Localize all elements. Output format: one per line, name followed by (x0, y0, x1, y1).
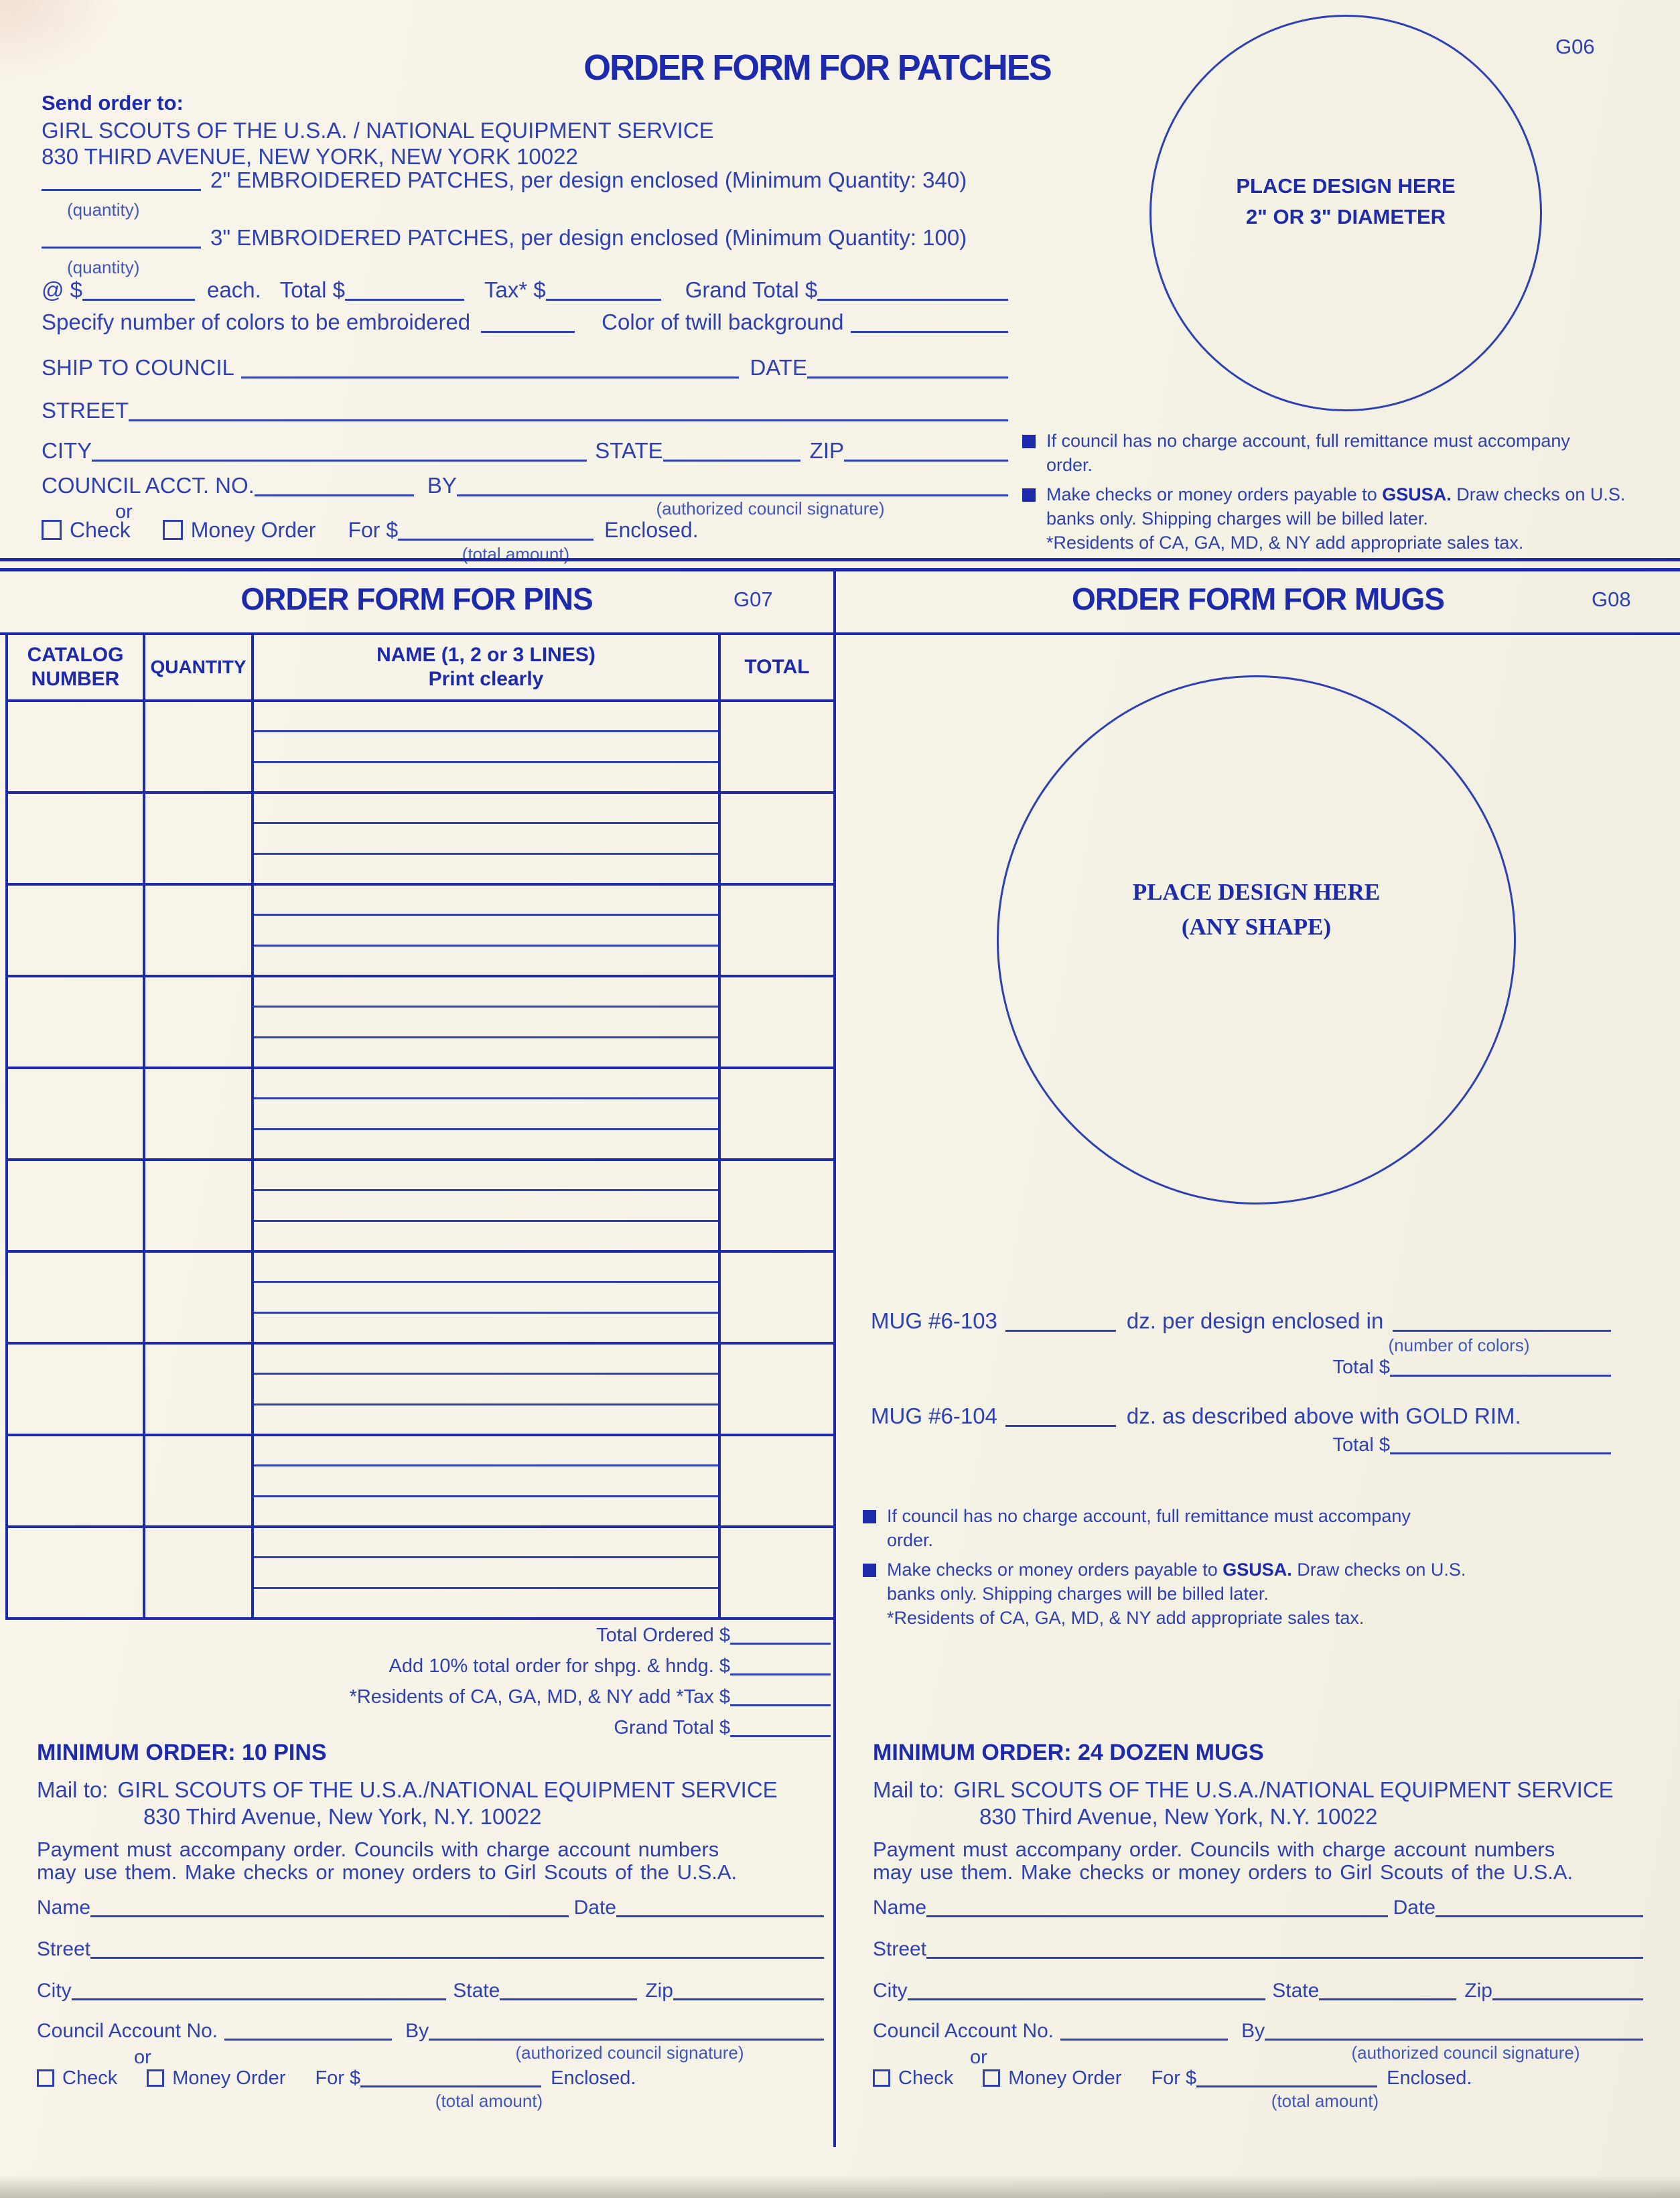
pins-table-row (8, 1436, 833, 1528)
item-3in-label: 3" EMBROIDERED PATCHES, per design enclosed (Minimum Quantity: 100) (210, 225, 967, 250)
money-order-label: Money Order (1008, 2067, 1122, 2089)
mail-to-label: Mail to: (37, 1777, 109, 1802)
name-line[interactable] (254, 1222, 718, 1250)
price-grand-line[interactable] (817, 293, 1008, 301)
header-catalog-number (8, 635, 145, 699)
name-cell[interactable] (254, 1528, 721, 1617)
header-quantity-label: QUANTITY (150, 657, 247, 677)
pins-payment-line2: may use them. Make checks or money orders to Girl Scouts of the U.S.A. (37, 1860, 738, 1884)
mug-total-label: Total $ (1332, 1434, 1390, 1456)
council-acct-no-label: COUNCIL ACCT. NO. (42, 473, 255, 498)
header-catalog-line2: NUMBER (31, 668, 120, 690)
by-label: BY (427, 473, 457, 498)
patches-price-row (42, 277, 1008, 303)
send-order-to-label: Send order to: (42, 91, 184, 115)
state-line[interactable] (1319, 1992, 1456, 2000)
mug-6103-total-row (871, 1357, 1611, 1379)
specify-colors-line[interactable] (481, 325, 575, 333)
quantity-cell[interactable] (145, 1069, 254, 1158)
total-cell[interactable] (721, 1528, 833, 1617)
price-grand-label: Grand Total $ (685, 277, 818, 302)
ship-to-council-line[interactable] (241, 370, 740, 379)
shipping-handling-label: Add 10% total order for shpg. & hndg. $ (389, 1655, 730, 1677)
name-line[interactable] (254, 1375, 718, 1405)
mail-org-label: GIRL SCOUTS OF THE U.S.A./NATIONAL EQUIPMENT SERVICE (953, 1777, 1614, 1802)
pins-mail-to-line1 (37, 1777, 778, 1803)
mugs-form-code: G08 (1592, 588, 1631, 611)
price-tax-label: Tax* $ (484, 277, 546, 302)
street-label: Street (37, 1938, 91, 1960)
name-line[interactable] (254, 732, 718, 762)
pins-table-header (8, 635, 833, 702)
patches-payment-method-row (42, 517, 1008, 543)
quantity-caption-3in: (quantity) (67, 257, 140, 277)
mug-6103-label: MUG #6-103 (871, 1308, 997, 1333)
note-line: banks only. Shipping charges will be billed later. (1046, 508, 1428, 529)
name-cell[interactable] (254, 702, 721, 791)
quantity-cell[interactable] (145, 1253, 254, 1342)
city-label: City (37, 1980, 72, 2002)
note-line: order. (887, 1530, 934, 1550)
mugs-account-row (873, 2020, 1643, 2043)
quantity-cell[interactable] (145, 1528, 254, 1617)
pins-form-code: G07 (733, 588, 773, 611)
item-2in-label: 2" EMBROIDERED PATCHES, per design enclosed (Minimum Quantity: 340) (210, 167, 967, 192)
total-cell[interactable] (721, 702, 833, 791)
for-amount-line[interactable] (398, 533, 593, 541)
name-line[interactable] (254, 1436, 718, 1466)
street-label: Street (873, 1938, 927, 1960)
shipping-handling-line[interactable] (730, 1667, 831, 1675)
pins-table-row (8, 1161, 833, 1253)
money-order-checkbox[interactable] (983, 2069, 1000, 2087)
note-checks-gsusa: GSUSA. (1222, 1560, 1292, 1580)
scan-corner-tint (0, 0, 121, 80)
pins-table-row (8, 977, 833, 1069)
note-remittance (1022, 429, 1665, 477)
price-total-line[interactable] (345, 293, 464, 301)
mugs-payment-line2: may use them. Make checks or money orders to Girl Scouts of the U.S.A. (873, 1860, 1573, 1884)
mugs-minimum-order: MINIMUM ORDER: 24 DOZEN MUGS (873, 1740, 1264, 1765)
by-line[interactable] (1265, 2033, 1643, 2041)
shipping-handling-row (201, 1655, 831, 1677)
org-address-line: 830 THIRD AVENUE, NEW YORK, NEW YORK 10022 (42, 144, 578, 169)
date-line[interactable] (616, 1909, 824, 1917)
pins-minimum-order: MINIMUM ORDER: 10 PINS (37, 1740, 327, 1765)
catalog-number-cell[interactable] (8, 794, 145, 883)
authorized-signature-caption: (authorized council signature) (1351, 2043, 1580, 2063)
tax-row (201, 1686, 831, 1708)
catalog-number-cell[interactable] (8, 977, 145, 1067)
twill-background-label: Color of twill background (602, 310, 844, 334)
money-order-label: Money Order (190, 518, 316, 542)
price-each-line[interactable] (82, 293, 195, 301)
square-bullet-icon (863, 1510, 876, 1523)
note-tax: *Residents of CA, GA, MD, & NY add appropriate sales tax. (887, 1608, 1364, 1628)
by-line[interactable] (429, 2033, 824, 2041)
ship-to-council-label: SHIP TO COUNCIL (42, 355, 234, 380)
catalog-number-cell[interactable] (8, 702, 145, 791)
header-quantity (145, 635, 254, 699)
total-ordered-row (201, 1625, 831, 1647)
authorized-signature-caption: (authorized council signature) (656, 498, 885, 519)
header-catalog-line1: CATALOG (27, 644, 124, 666)
name-line[interactable] (254, 824, 718, 854)
street-line[interactable] (129, 413, 1008, 421)
name-line[interactable] (254, 855, 718, 883)
square-bullet-icon (863, 1564, 876, 1577)
total-amount-caption: (total amount) (462, 544, 570, 564)
note-remittance (863, 1504, 1533, 1552)
check-checkbox[interactable] (37, 2069, 54, 2087)
price-each-label: each. (207, 277, 261, 302)
note-checks (1022, 482, 1665, 555)
check-checkbox[interactable] (873, 2069, 890, 2087)
name-cell[interactable] (254, 1436, 721, 1525)
street-label: STREET (42, 398, 129, 423)
name-line[interactable] (254, 1130, 718, 1158)
mug-6104-qty-line[interactable] (1005, 1419, 1116, 1427)
name-line[interactable] (254, 1589, 718, 1617)
patches-qty-row-2in (42, 167, 1008, 193)
mug-6104-label: MUG #6-104 (871, 1403, 997, 1428)
note-line: If council has no charge account, full remittance must accompany (887, 1506, 1411, 1526)
mug-6104-text: dz. as described above with GOLD RIM. (1126, 1403, 1521, 1428)
authorized-signature-caption: (authorized council signature) (515, 2043, 744, 2063)
pins-name-row (37, 1897, 824, 1919)
for-amount-label: For $ (348, 518, 399, 542)
twill-background-line[interactable] (851, 325, 1008, 333)
note-line: If council has no charge account, full remittance must accompany (1046, 431, 1570, 451)
by-line[interactable] (457, 488, 1008, 496)
date-label: Date (1393, 1897, 1436, 1919)
note-checks-post: Draw checks on U.S. (1291, 1560, 1466, 1580)
patches-acct-row (42, 473, 1008, 498)
total-cell[interactable] (721, 886, 833, 975)
name-line[interactable] (254, 1528, 718, 1558)
street-line[interactable] (926, 1951, 1643, 1959)
org-name-line: GIRL SCOUTS OF THE U.S.A. / NATIONAL EQUIPMENT SERVICE (42, 118, 714, 143)
zip-label: Zip (645, 1980, 673, 2002)
state-line[interactable] (663, 454, 800, 462)
patches-form-code: G06 (1555, 35, 1595, 58)
city-line[interactable] (72, 1992, 447, 2000)
patches-qty-row-3in (42, 225, 1008, 251)
mugs-payment-line1: Payment must accompany order. Councils with charge account numbers (873, 1838, 1555, 1861)
check-label: Check (70, 518, 131, 542)
name-line[interactable] (254, 702, 718, 732)
patches-design-circle[interactable] (1149, 15, 1542, 411)
pins-table-row (8, 1253, 833, 1345)
patches-street-row (42, 398, 1008, 423)
patches-specify-row (42, 310, 1008, 335)
for-amount-label: For $ (1151, 2067, 1197, 2089)
catalog-number-cell[interactable] (8, 1253, 145, 1342)
enclosed-label: Enclosed. (604, 518, 699, 542)
header-total-label: TOTAL (744, 656, 810, 678)
total-cell[interactable] (721, 1345, 833, 1434)
mugs-title: ORDER FORM FOR MUGS (1072, 581, 1444, 616)
mugs-panel (836, 571, 1680, 2198)
for-amount-line[interactable] (1196, 2079, 1377, 2087)
mugs-mail-to-line1 (873, 1777, 1614, 1803)
quantity-cell[interactable] (145, 1345, 254, 1434)
name-line[interactable] (254, 947, 718, 975)
header-name (254, 635, 721, 699)
mugs-street-row (873, 1938, 1643, 1961)
name-line[interactable] (254, 1345, 718, 1375)
header-total (721, 635, 833, 699)
mugs-mail-to-line2: 830 Third Avenue, New York, N.Y. 10022 (979, 1804, 1378, 1829)
pins-table-body (8, 702, 833, 1620)
or-label: or (134, 2047, 151, 2068)
mug-6103-row (871, 1308, 1611, 1334)
street-line[interactable] (90, 1951, 824, 1959)
mugs-design-circle[interactable] (997, 675, 1516, 1205)
by-label: By (1241, 2020, 1265, 2042)
note-checks-pre: Make checks or money orders payable to (1046, 484, 1383, 504)
pins-panel (0, 571, 833, 2198)
note-checks-post: Draw checks on U.S. (1451, 484, 1626, 504)
for-amount-label: For $ (315, 2067, 361, 2089)
catalog-number-cell[interactable] (8, 886, 145, 975)
total-cell[interactable] (721, 977, 833, 1067)
square-bullet-icon (1022, 488, 1036, 502)
catalog-number-cell[interactable] (8, 1069, 145, 1158)
pins-payment-line1: Payment must accompany order. Councils with charge account numbers (37, 1838, 719, 1861)
name-line[interactable] (254, 1191, 718, 1221)
name-cell[interactable] (254, 1253, 721, 1342)
council-account-line[interactable] (1060, 2033, 1228, 2041)
zip-line[interactable] (1492, 1992, 1643, 2000)
name-cell[interactable] (254, 1161, 721, 1250)
state-line[interactable] (500, 1992, 637, 2000)
name-line[interactable] (254, 1069, 718, 1099)
total-ordered-line[interactable] (730, 1637, 831, 1645)
note-checks-pre: Make checks or money orders payable to (887, 1560, 1223, 1580)
mug-total-label: Total $ (1332, 1357, 1390, 1378)
pins-table (5, 635, 833, 1620)
money-order-checkbox[interactable] (147, 2069, 164, 2087)
money-order-label: Money Order (172, 2067, 286, 2089)
quantity-caption-2in: (quantity) (67, 200, 140, 220)
header-name-line2: Print clearly (428, 668, 544, 690)
enclosed-label: Enclosed. (551, 2067, 636, 2089)
name-line[interactable] (90, 1909, 569, 1917)
pins-payment-method-row (37, 2067, 824, 2089)
price-total-label: Total $ (279, 277, 345, 302)
name-line[interactable] (254, 1283, 718, 1313)
mug-6104-row (871, 1403, 1611, 1429)
date-line[interactable] (807, 370, 1008, 379)
note-line: order. (1046, 455, 1093, 475)
name-cell[interactable] (254, 1069, 721, 1158)
mail-to-label: Mail to: (873, 1777, 944, 1802)
specify-colors-label: Specify number of colors to be embroidered (42, 310, 471, 334)
name-line[interactable] (254, 794, 718, 824)
zip-label: ZIP (809, 438, 844, 463)
mugs-payment-method-row (873, 2067, 1643, 2089)
state-label: State (453, 1980, 500, 2002)
catalog-number-cell[interactable] (8, 1528, 145, 1617)
pins-table-row (8, 1345, 833, 1436)
note-checks (863, 1558, 1533, 1630)
mug-6104-total-row (871, 1434, 1611, 1456)
quantity-cell[interactable] (145, 977, 254, 1067)
check-label: Check (62, 2067, 118, 2089)
name-line[interactable] (254, 1038, 718, 1067)
mug-6103-text: dz. per design enclosed in (1126, 1308, 1384, 1333)
total-amount-caption: (total amount) (435, 2091, 543, 2111)
grand-total-line[interactable] (730, 1729, 831, 1737)
check-checkbox[interactable] (42, 520, 62, 540)
mug-6103-qty-line[interactable] (1005, 1324, 1116, 1332)
name-line[interactable] (254, 1161, 718, 1191)
city-line[interactable] (908, 1992, 1266, 2000)
city-label: CITY (42, 438, 92, 463)
name-line[interactable] (254, 1405, 718, 1434)
mug-6103-total-line[interactable] (1390, 1369, 1611, 1377)
state-label: STATE (595, 438, 663, 463)
pins-table-row (8, 702, 833, 794)
patches-notes (1022, 429, 1665, 560)
patches-circle-line2: 2" OR 3" DIAMETER (1245, 205, 1446, 228)
name-line[interactable] (254, 763, 718, 791)
pins-table-row (8, 886, 833, 977)
pins-table-row (8, 1528, 833, 1620)
council-account-label: Council Account No. (37, 2020, 218, 2042)
name-line[interactable] (926, 1909, 1388, 1917)
name-line[interactable] (254, 886, 718, 916)
square-bullet-icon (1022, 435, 1036, 448)
quantity-cell[interactable] (145, 1161, 254, 1250)
section-divider (0, 558, 1680, 571)
number-of-colors-caption: (number of colors) (1388, 1335, 1530, 1355)
money-order-checkbox[interactable] (163, 520, 183, 540)
note-tax: *Residents of CA, GA, MD, & NY add appropriate sales tax. (1046, 533, 1524, 553)
price-at-label: @ $ (42, 277, 83, 302)
price-tax-line[interactable] (546, 293, 661, 301)
name-line[interactable] (254, 977, 718, 1008)
patches-ship-row (42, 355, 1008, 381)
header-name-line1: NAME (1, 2 or 3 LINES) (376, 644, 596, 666)
council-acct-no-line[interactable] (255, 488, 414, 496)
enclosed-label: Enclosed. (1387, 2067, 1472, 2089)
pins-table-row (8, 794, 833, 886)
quantity-3in-line[interactable] (42, 241, 201, 249)
for-amount-line[interactable] (360, 2079, 541, 2087)
mugs-name-row (873, 1897, 1643, 1919)
name-cell[interactable] (254, 886, 721, 975)
council-account-label: Council Account No. (873, 2020, 1054, 2042)
tax-line[interactable] (730, 1698, 831, 1706)
quantity-cell[interactable] (145, 1436, 254, 1525)
name-line[interactable] (254, 1008, 718, 1038)
total-cell[interactable] (721, 1161, 833, 1250)
pins-street-row (37, 1938, 824, 1961)
name-cell[interactable] (254, 977, 721, 1067)
quantity-cell[interactable] (145, 702, 254, 791)
zip-line[interactable] (673, 1992, 824, 2000)
check-label: Check (898, 2067, 954, 2089)
name-label: Name (873, 1897, 927, 1919)
quantity-2in-line[interactable] (42, 183, 201, 191)
by-label: By (405, 2020, 429, 2042)
zip-line[interactable] (844, 454, 1008, 462)
mug-6104-total-line[interactable] (1390, 1446, 1611, 1454)
quantity-cell[interactable] (145, 886, 254, 975)
patches-circle-line1: PLACE DESIGN HERE (1236, 174, 1456, 198)
city-line[interactable] (92, 454, 587, 462)
city-label: City (873, 1980, 908, 2002)
name-line[interactable] (254, 1558, 718, 1588)
council-account-line[interactable] (224, 2033, 392, 2041)
name-line[interactable] (254, 1314, 718, 1342)
date-line[interactable] (1436, 1909, 1643, 1917)
name-line[interactable] (254, 1466, 718, 1497)
note-line: banks only. Shipping charges will be billed later. (887, 1584, 1269, 1604)
zip-label: Zip (1464, 1980, 1492, 2002)
name-cell[interactable] (254, 1345, 721, 1434)
state-label: State (1272, 1980, 1320, 2002)
name-line[interactable] (254, 1497, 718, 1525)
total-cell[interactable] (721, 794, 833, 883)
mugs-circle-line2: (ANY SHAPE) (1181, 914, 1332, 940)
mail-org-label: GIRL SCOUTS OF THE U.S.A./NATIONAL EQUIPMENT SERVICE (117, 1777, 778, 1802)
grand-total-label: Grand Total $ (614, 1717, 730, 1738)
name-label: Name (37, 1897, 91, 1919)
note-checks-gsusa: GSUSA. (1382, 484, 1452, 504)
patches-title: ORDER FORM FOR PATCHES (583, 48, 1051, 88)
pins-city-row (37, 1980, 824, 2002)
name-line[interactable] (254, 1253, 718, 1283)
mugs-circle-line1: PLACE DESIGN HERE (1132, 879, 1381, 905)
total-cell[interactable] (721, 1436, 833, 1525)
total-ordered-label: Total Ordered $ (596, 1625, 730, 1646)
or-label: or (970, 2047, 987, 2068)
name-line[interactable] (254, 1099, 718, 1129)
date-label: DATE (750, 355, 807, 380)
total-amount-caption: (total amount) (1271, 2091, 1379, 2111)
grand-total-row (201, 1717, 831, 1739)
mugs-city-row (873, 1980, 1643, 2002)
total-cell[interactable] (721, 1253, 833, 1342)
catalog-number-cell[interactable] (8, 1345, 145, 1434)
tax-label: *Residents of CA, GA, MD, & NY add *Tax $ (349, 1686, 730, 1708)
pins-account-row (37, 2020, 824, 2043)
catalog-number-cell[interactable] (8, 1436, 145, 1525)
quantity-cell[interactable] (145, 794, 254, 883)
name-cell[interactable] (254, 794, 721, 883)
name-line[interactable] (254, 916, 718, 946)
or-label: or (115, 501, 133, 523)
mug-6103-colors-line[interactable] (1393, 1324, 1611, 1332)
catalog-number-cell[interactable] (8, 1161, 145, 1250)
total-cell[interactable] (721, 1069, 833, 1158)
date-label: Date (573, 1897, 616, 1919)
pins-table-row (8, 1069, 833, 1161)
patches-city-row (42, 438, 1008, 464)
pins-title: ORDER FORM FOR PINS (240, 581, 593, 616)
pins-mail-to-line2: 830 Third Avenue, New York, N.Y. 10022 (143, 1804, 542, 1829)
mugs-notes (863, 1504, 1533, 1635)
